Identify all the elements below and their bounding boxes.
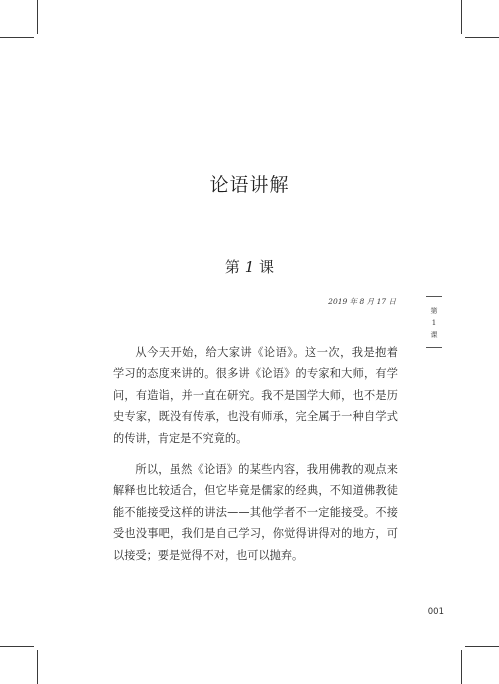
body-text — [113, 342, 398, 566]
side-marker-bottom-rule — [426, 347, 442, 348]
lesson-prefix: 第 — [224, 258, 240, 276]
crop-mark-top-left-vertical — [37, 0, 38, 34]
crop-mark-bottom-left-horizontal — [0, 646, 34, 647]
paragraph: 所以，虽然《论语》的某些内容，我用佛教的观点来解释也比较适合，但它毕竟是儒家的经典，不知道佛教徒能不能接受这样的讲法——其他学者不一定能接受。不接受也没事吧，我们是自己学习，你觉得讲得对的地方，可以接受；要是觉得不对，也可以抛弃。 — [113, 463, 398, 562]
crop-mark-bottom-left-vertical — [37, 650, 38, 684]
side-marker-char: 课 — [430, 331, 438, 339]
side-marker-top-rule — [426, 296, 442, 297]
book-title: 论语讲解 — [209, 174, 290, 196]
lecture-date: 2019 年 8 月 17 日 — [328, 297, 396, 306]
lesson-suffix: 课 — [259, 258, 275, 276]
paragraph: 从今天开始，给大家讲《论语》。这一次，我是抱着学习的态度来讲的。很多讲《论语》的专家和大师，有学问，有造诣，并一直在研究。我不是国学大师，也不是历史专家，既没有传承，也没有师承，完全属于一种自学式的传讲，肯定是不究竟的。 — [113, 346, 398, 445]
page-number: 001 — [427, 607, 444, 617]
crop-mark-bottom-right-vertical — [461, 650, 462, 684]
lesson-title — [0, 256, 499, 277]
side-chapter-marker — [426, 296, 442, 348]
crop-mark-bottom-right-horizontal — [465, 646, 499, 647]
crop-mark-top-left-horizontal — [0, 37, 34, 38]
lesson-number: 1 — [244, 258, 255, 276]
side-marker-char: 第 — [430, 307, 438, 315]
crop-mark-top-right-vertical — [461, 0, 462, 34]
side-marker-char: 1 — [431, 319, 437, 327]
crop-mark-top-right-horizontal — [465, 37, 499, 38]
